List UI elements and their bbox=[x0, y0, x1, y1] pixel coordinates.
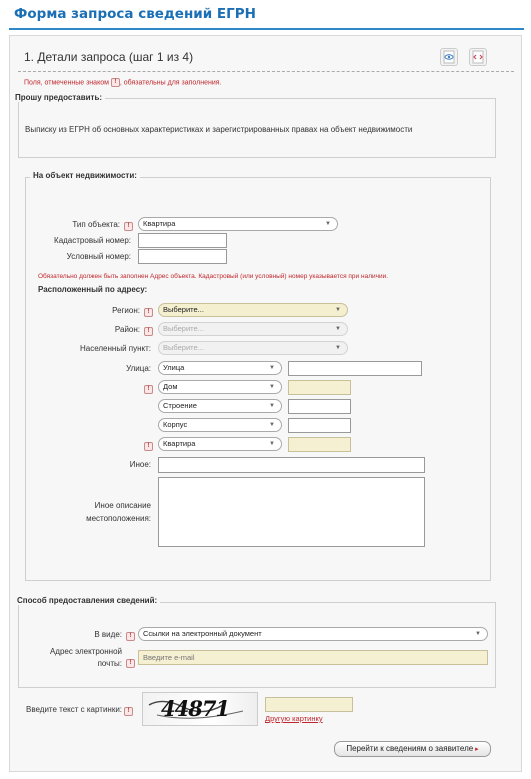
other-desc-label: Иное описание местоположения: bbox=[86, 501, 151, 523]
captcha-refresh-link[interactable]: Другую картинку bbox=[265, 714, 323, 723]
required-marker-icon: ! bbox=[144, 308, 153, 317]
chevron-down-icon: ▼ bbox=[335, 307, 341, 313]
chevron-down-icon: ▼ bbox=[269, 403, 275, 409]
required-marker-icon: ! bbox=[144, 385, 153, 394]
required-marker-icon: ! bbox=[126, 632, 135, 641]
delivery-fieldset bbox=[18, 602, 496, 688]
captcha-input[interactable] bbox=[265, 697, 353, 712]
code-icon[interactable] bbox=[469, 48, 487, 66]
apartment-type-select[interactable]: Квартира ▼ bbox=[158, 437, 282, 451]
conditional-number-input[interactable] bbox=[138, 249, 227, 264]
district-label: Район: bbox=[114, 325, 140, 334]
next-step-button[interactable]: Перейти к сведениям о заявителе ▸ bbox=[334, 741, 491, 757]
object-type-select[interactable]: Квартира ▼ bbox=[138, 217, 338, 231]
captcha-image bbox=[142, 692, 258, 726]
required-marker-icon: ! bbox=[124, 222, 133, 231]
delivery-legend: Способ предоставления сведений: bbox=[14, 596, 160, 605]
corpus-type-select[interactable]: Корпус ▼ bbox=[158, 418, 282, 432]
object-type-label: Тип объекта: bbox=[72, 220, 120, 229]
chevron-down-icon: ▼ bbox=[269, 384, 275, 390]
conditional-label: Условный номер: bbox=[66, 252, 131, 261]
email-label: Адрес электронной почты: bbox=[49, 647, 122, 668]
street-label: Улица: bbox=[126, 364, 151, 373]
required-marker-icon: ! bbox=[124, 707, 133, 716]
corpus-input[interactable] bbox=[288, 418, 351, 433]
building-type-select[interactable]: Строение ▼ bbox=[158, 399, 282, 413]
chevron-down-icon: ▼ bbox=[269, 422, 275, 428]
address-title: Расположенный по адресу: bbox=[38, 285, 148, 294]
cadastral-label: Кадастровый номер: bbox=[54, 236, 131, 245]
page-title: Форма запроса сведений ЕГРН bbox=[14, 6, 256, 22]
other-description-textarea[interactable] bbox=[158, 477, 425, 547]
captcha-label: Введите текст с картинки: bbox=[26, 705, 123, 714]
apartment-input[interactable] bbox=[288, 437, 351, 452]
view-icon[interactable] bbox=[440, 48, 458, 66]
chevron-down-icon: ▼ bbox=[335, 345, 341, 351]
required-note: Поля, отмеченные знаком ! , обязательны для заполнения. bbox=[24, 79, 222, 87]
chevron-down-icon: ▼ bbox=[335, 326, 341, 332]
house-input[interactable] bbox=[288, 380, 351, 395]
street-type-select[interactable]: Улица ▼ bbox=[158, 361, 282, 375]
delivery-form-label: В виде: bbox=[94, 630, 122, 639]
cadastral-number-input[interactable] bbox=[138, 233, 227, 248]
arrow-right-icon: ▸ bbox=[473, 746, 479, 753]
street-input[interactable] bbox=[288, 361, 422, 376]
other-input[interactable] bbox=[158, 457, 425, 473]
delivery-form-select[interactable]: Ссылки на электронный документ ▼ bbox=[138, 627, 488, 641]
required-marker-icon: ! bbox=[144, 327, 153, 336]
step-title: 1. Детали запроса (шаг 1 из 4) bbox=[24, 50, 194, 64]
region-label: Регион: bbox=[112, 306, 140, 315]
request-legend: Прошу предоставить: bbox=[12, 93, 105, 102]
captcha-text: 44871 bbox=[161, 696, 230, 721]
locality-label: Населенный пункт: bbox=[79, 344, 151, 353]
district-select[interactable]: Выберите... ▼ bbox=[158, 322, 348, 336]
step-divider bbox=[18, 71, 514, 72]
address-warning: Обязательно должен быть заполнен Адрес объекта. Кадастровый (или условный) номер указывается при наличии. bbox=[38, 273, 389, 280]
required-marker-icon: ! bbox=[126, 659, 135, 668]
email-input[interactable] bbox=[138, 650, 488, 665]
object-legend: На объект недвижимости: bbox=[30, 171, 140, 180]
required-marker-icon: ! bbox=[111, 78, 120, 87]
chevron-down-icon: ▼ bbox=[475, 631, 481, 637]
building-input[interactable] bbox=[288, 399, 351, 414]
title-underline bbox=[9, 28, 524, 30]
other-label: Иное: bbox=[129, 460, 151, 469]
locality-select[interactable]: Выберите... ▼ bbox=[158, 341, 348, 355]
request-text: Выписку из ЕГРН об основных характеристиках и зарегистрированных правах на объект недвижимости bbox=[25, 125, 413, 134]
chevron-down-icon: ▼ bbox=[269, 365, 275, 371]
chevron-down-icon: ▼ bbox=[325, 221, 331, 227]
house-type-select[interactable]: Дом ▼ bbox=[158, 380, 282, 394]
chevron-down-icon: ▼ bbox=[269, 441, 275, 447]
region-select[interactable]: Выберите... ▼ bbox=[158, 303, 348, 317]
required-marker-icon: ! bbox=[144, 442, 153, 451]
